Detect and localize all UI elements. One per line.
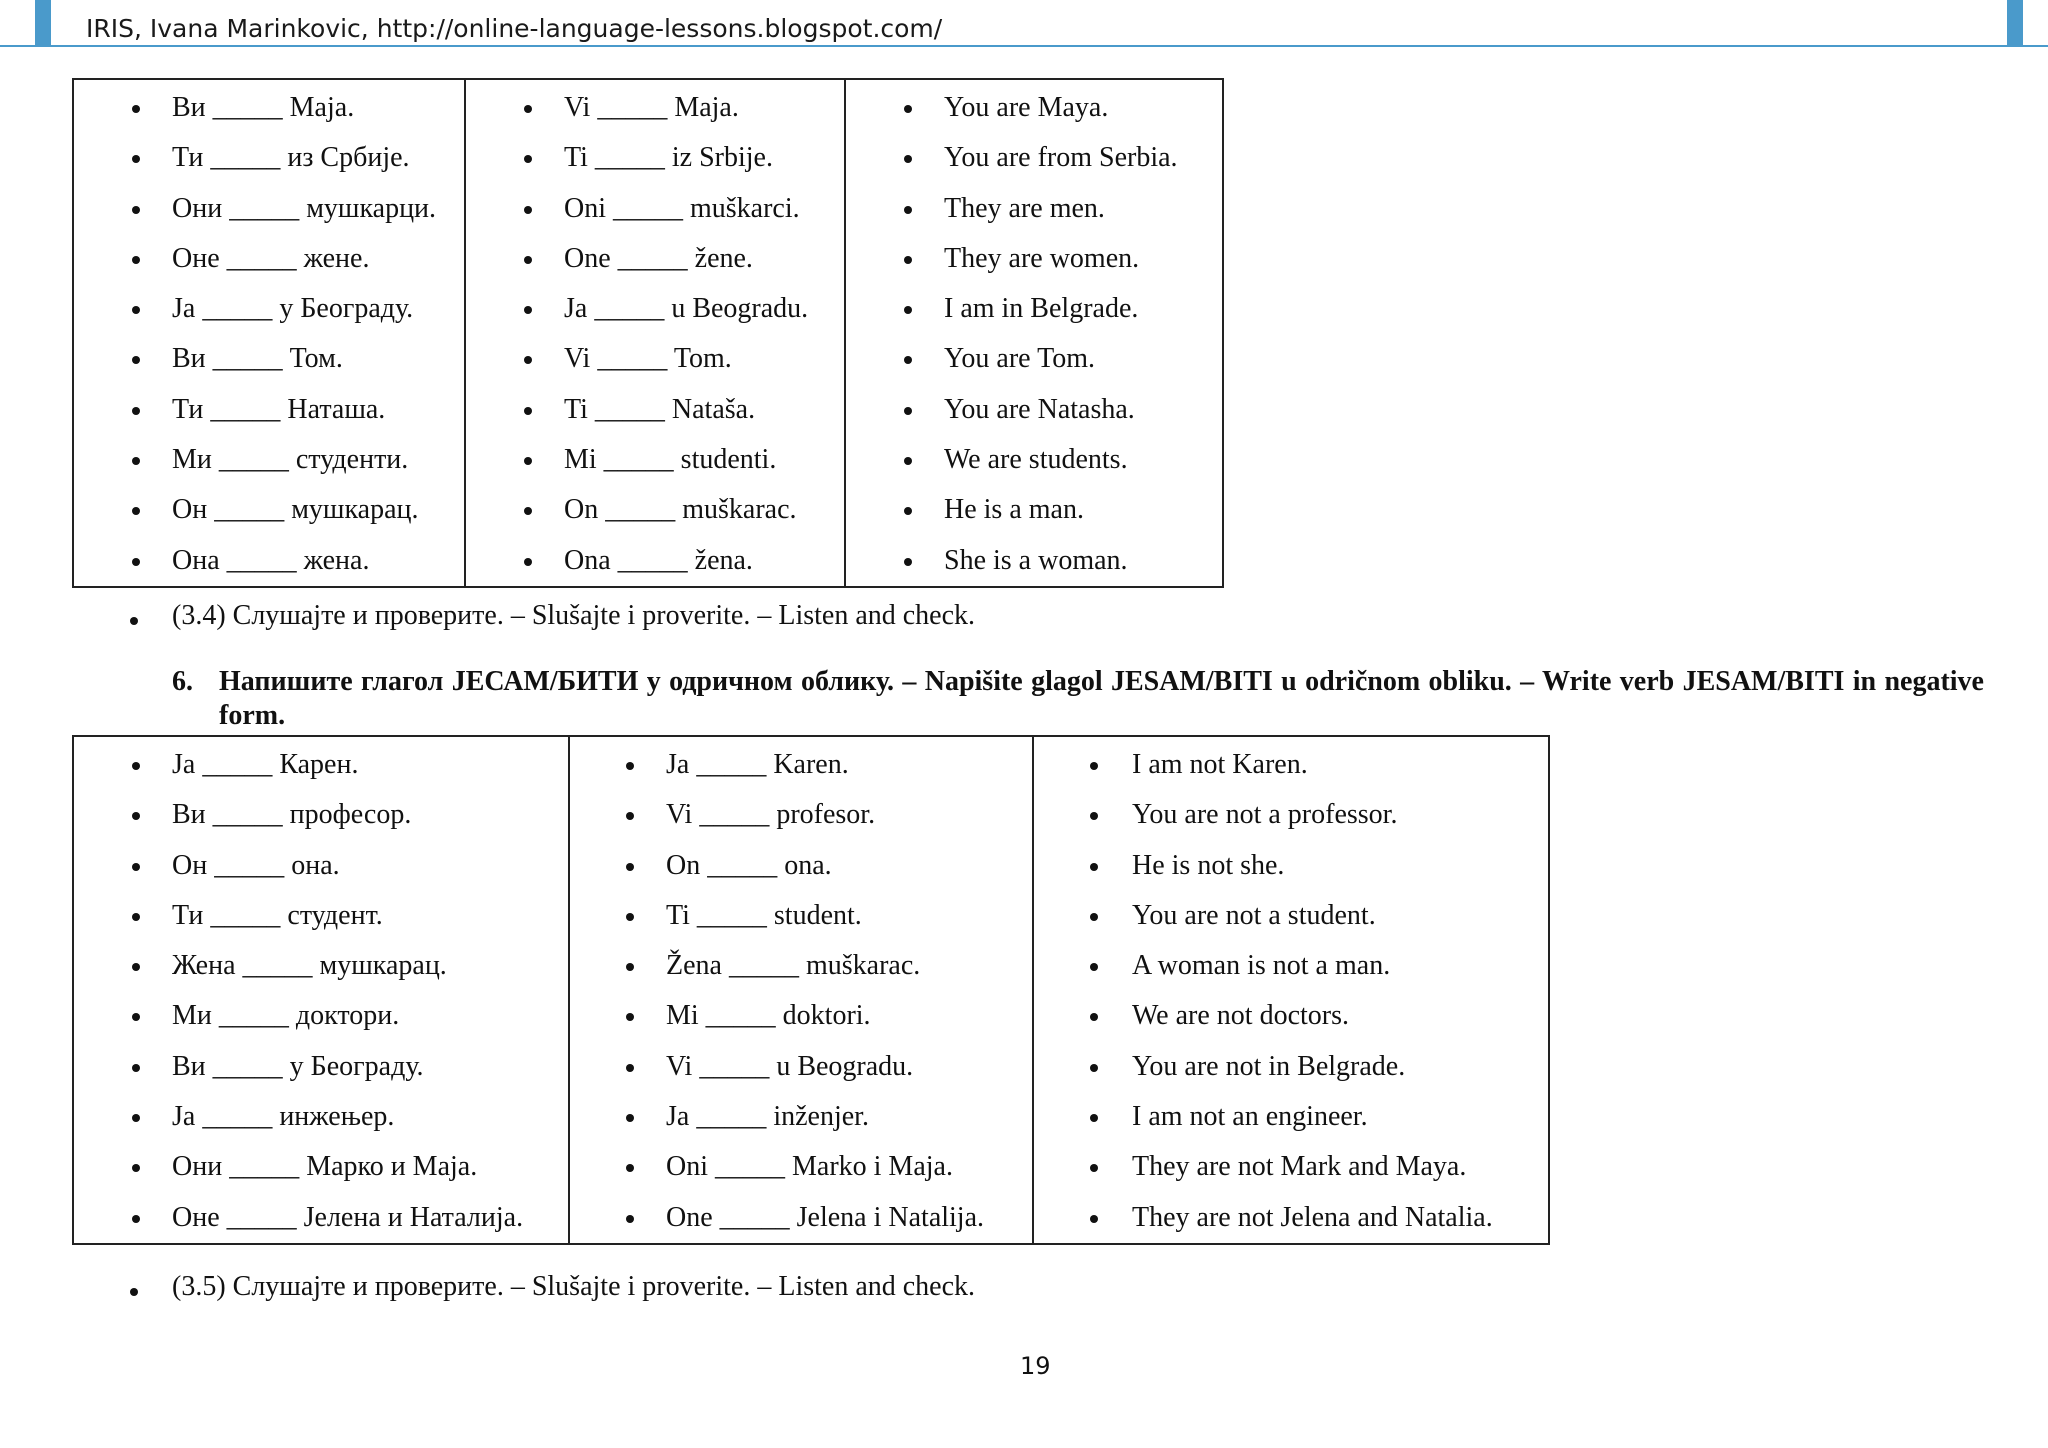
sentence-text: One _____ Jelena i Natalija.: [666, 1201, 985, 1233]
list-item: [1034, 941, 1548, 991]
bullet: [626, 1215, 634, 1223]
list-item: [570, 1142, 1032, 1192]
sentence-text: Ви _____ Том.: [172, 343, 343, 375]
list-item: [846, 133, 1222, 183]
bullet: [1090, 1114, 1098, 1122]
bullet: [1090, 1013, 1098, 1021]
list-item: [1034, 1042, 1548, 1092]
list-item: [846, 435, 1222, 485]
bullet: [904, 356, 912, 364]
bullet: [524, 356, 532, 364]
bullet: [1090, 1164, 1098, 1172]
sentence-text: A woman is not a man.: [1132, 950, 1391, 982]
exercise6-table: [72, 735, 1550, 1245]
sentence-text: We are not doctors.: [1132, 1000, 1349, 1032]
bullet: [132, 558, 140, 566]
sentence-text: Они _____ мушкарци.: [172, 192, 437, 224]
sentence-text: They are not Mark and Maya.: [1132, 1151, 1467, 1183]
bullet: [132, 407, 140, 415]
sentence-text: I am not an engineer.: [1132, 1101, 1368, 1133]
latin-column: [465, 79, 845, 587]
sentence-text: You are Maya.: [944, 92, 1109, 123]
list-item: [1034, 841, 1548, 891]
bullet: [1090, 1064, 1098, 1072]
bullet: [1090, 963, 1098, 971]
bullet: [132, 1215, 140, 1223]
sentence-text: Ви _____ у Београду.: [172, 1050, 424, 1082]
list-item: [1034, 991, 1548, 1041]
bullet: [626, 913, 634, 921]
list-item: [570, 991, 1032, 1041]
sentence-text: Она _____ жена.: [172, 544, 370, 576]
english-column: [1033, 736, 1549, 1244]
sentence-text: You are Natasha.: [944, 393, 1135, 425]
bullet: [626, 1114, 634, 1122]
bullet: [904, 306, 912, 314]
sentence-text: He is not she.: [1132, 849, 1285, 881]
exercise-number: 6.: [172, 666, 193, 697]
sentence-text: Жена _____ мушкарац.: [172, 950, 447, 982]
list-item: [74, 234, 464, 284]
sentence-text: We are students.: [944, 444, 1128, 476]
bullet: [132, 155, 140, 163]
list-item: [1034, 1193, 1548, 1243]
list-item: [74, 1193, 568, 1243]
list-item: [466, 284, 844, 334]
list-item: [74, 485, 464, 535]
list-item: [466, 234, 844, 284]
list-item: [466, 184, 844, 234]
sentence-text: Vi _____ Tom.: [564, 343, 732, 375]
sentence-text: Ti _____ iz Srbije.: [564, 142, 773, 174]
sentence-text: Они _____ Марко и Маја.: [172, 1151, 478, 1183]
bullet: [1090, 1215, 1098, 1223]
header-accent-right: [2007, 0, 2023, 46]
list-item: [74, 184, 464, 234]
list-item: [74, 941, 568, 991]
list-item: [74, 740, 568, 790]
bullet: [524, 558, 532, 566]
list-item: [74, 536, 464, 586]
bullet: [130, 1288, 138, 1296]
list-item: [74, 891, 568, 941]
bullet: [904, 407, 912, 415]
bullet: [626, 1013, 634, 1021]
bullet: [132, 356, 140, 364]
list-item: [1034, 891, 1548, 941]
sentence-text: Ја _____ Карен.: [172, 749, 359, 780]
list-item: [570, 740, 1032, 790]
bullet: [132, 457, 140, 465]
header-accent-left: [35, 0, 51, 46]
bullet: [904, 155, 912, 163]
sentence-text: Ти _____ из Србије.: [172, 142, 410, 174]
sentence-text: Ja _____ u Beogradu.: [564, 293, 809, 325]
latin-column: [569, 736, 1033, 1244]
sentence-text: Ti _____ student.: [666, 899, 862, 931]
sentence-text: They are not Jelena and Natalia.: [1132, 1201, 1493, 1233]
sentence-text: Ми _____ студенти.: [172, 444, 409, 476]
list-item: [570, 1042, 1032, 1092]
list-item: [74, 284, 464, 334]
sentence-text: They are women.: [944, 242, 1140, 274]
list-item: [466, 133, 844, 183]
bullet: [1090, 762, 1098, 770]
list-item: [846, 334, 1222, 384]
sentence-text: You are from Serbia.: [944, 142, 1178, 174]
sentence-text: Ти _____ студент.: [172, 899, 383, 931]
cyrillic-column: [73, 79, 465, 587]
list-item: [74, 133, 464, 183]
bullet: [626, 1064, 634, 1072]
bullet: [904, 256, 912, 264]
sentence-text: Žena _____ muškarac.: [666, 950, 921, 982]
bullet: [524, 306, 532, 314]
sentence-text: Ти _____ Наташа.: [172, 393, 386, 425]
list-item: [1034, 740, 1548, 790]
header-text: IRIS, Ivana Marinkovic, http://online-language-lessons.blogspot.com/: [86, 14, 943, 43]
bullet: [626, 863, 634, 871]
sentence-text: Mi _____ studenti.: [564, 444, 777, 476]
bullet: [1090, 812, 1098, 820]
sentence-text: You are not a professor.: [1132, 799, 1398, 831]
list-item: [74, 841, 568, 891]
list-item: [1034, 1092, 1548, 1142]
bullet: [524, 407, 532, 415]
bullet: [626, 762, 634, 770]
sentence-text: Oni _____ Marko i Maja.: [666, 1151, 953, 1183]
list-item: [74, 83, 464, 133]
list-item: [570, 941, 1032, 991]
list-item: [74, 334, 464, 384]
sentence-text: Vi _____ Maja.: [564, 92, 739, 123]
bullet: [904, 206, 912, 214]
sentence-text: Mi _____ doktori.: [666, 1000, 871, 1032]
list-item: [846, 284, 1222, 334]
bullet: [132, 1013, 140, 1021]
sentence-text: On _____ ona.: [666, 849, 832, 881]
list-item: [74, 790, 568, 840]
bullet: [132, 762, 140, 770]
bullet: [132, 507, 140, 515]
page-number: 19: [1020, 1352, 1051, 1380]
sentence-text: Oni _____ muškarci.: [564, 192, 800, 224]
list-item: [846, 83, 1222, 133]
bullet: [524, 105, 532, 113]
list-item: [74, 991, 568, 1041]
sentence-text: Ми _____ доктори.: [172, 1000, 400, 1032]
bullet: [132, 863, 140, 871]
bullet: [132, 1114, 140, 1122]
bullet: [1090, 863, 1098, 871]
sentence-text: Ја _____ у Београду.: [172, 293, 414, 325]
list-item: [846, 536, 1222, 586]
list-item: [570, 1193, 1032, 1243]
sentence-text: He is a man.: [944, 494, 1084, 526]
list-item: [466, 385, 844, 435]
sentence-text: Vi _____ u Beogradu.: [666, 1050, 914, 1082]
bullet: [524, 256, 532, 264]
list-item: [846, 385, 1222, 435]
bullet: [132, 1064, 140, 1072]
bullet: [132, 963, 140, 971]
exercise-instruction: Напишите глагол ЈЕСАМ/БИТИ у одричном облику. – Napišite glagol JESAM/BITI u odričnom obliku. – Write verb JESAM/BITI in negative form.: [219, 666, 1984, 731]
sentence-text: Ti _____ Nataša.: [564, 393, 756, 425]
sentence-text: Ја _____ инжењер.: [172, 1101, 395, 1133]
bullet: [904, 457, 912, 465]
bullet: [132, 256, 140, 264]
list-item: [846, 184, 1222, 234]
bullet: [626, 812, 634, 820]
exercise5-table: [72, 78, 1224, 588]
bullet: [904, 105, 912, 113]
bullet: [130, 617, 138, 625]
list-item: [466, 536, 844, 586]
sentence-text: You are Tom.: [944, 343, 1096, 375]
sentence-text: Vi _____ profesor.: [666, 799, 876, 831]
sentence-text: They are men.: [944, 192, 1105, 224]
list-item: [570, 1092, 1032, 1142]
list-item: [74, 1042, 568, 1092]
cyrillic-column: [73, 736, 569, 1244]
list-item: [74, 385, 464, 435]
bullet: [132, 105, 140, 113]
list-item: [466, 334, 844, 384]
bullet: [524, 457, 532, 465]
sentence-text: Оне _____ жене.: [172, 242, 370, 274]
list-item: [846, 234, 1222, 284]
list-item: [466, 435, 844, 485]
sentence-text: Ja _____ inženjer.: [666, 1101, 869, 1133]
bullet: [132, 913, 140, 921]
header-rule: [0, 45, 2048, 47]
list-item: [466, 83, 844, 133]
sentence-text: Ja _____ Karen.: [666, 749, 849, 780]
sentence-text: Он _____ она.: [172, 849, 340, 881]
bullet: [1090, 913, 1098, 921]
bullet: [524, 155, 532, 163]
list-item: [1034, 790, 1548, 840]
list-item: [74, 1142, 568, 1192]
list-item: [846, 485, 1222, 535]
sentence-text: You are not a student.: [1132, 899, 1376, 931]
bullet: [904, 558, 912, 566]
sentence-text: Ona _____ žena.: [564, 544, 753, 576]
bullet: [524, 206, 532, 214]
bullet: [626, 1164, 634, 1172]
list-item: [466, 485, 844, 535]
sentence-text: I am in Belgrade.: [944, 293, 1139, 325]
sentence-text: You are not in Belgrade.: [1132, 1050, 1406, 1082]
bullet: [626, 963, 634, 971]
sentence-text: I am not Karen.: [1132, 749, 1308, 780]
list-item: [570, 790, 1032, 840]
bullet: [904, 507, 912, 515]
list-item: [74, 1092, 568, 1142]
bullet: [132, 1164, 140, 1172]
list-item: [74, 435, 464, 485]
sentence-text: Ви _____ професор.: [172, 799, 412, 831]
list-item: [1034, 1142, 1548, 1192]
sentence-text: Он _____ мушкарац.: [172, 494, 419, 526]
sentence-text: On _____ muškarac.: [564, 494, 797, 526]
bullet: [132, 306, 140, 314]
bullet: [524, 507, 532, 515]
sentence-text: One _____ žene.: [564, 242, 753, 274]
sentence-text: Оне _____ Јелена и Наталија.: [172, 1201, 524, 1233]
bullet: [132, 812, 140, 820]
english-column: [845, 79, 1223, 587]
list-item: [570, 891, 1032, 941]
bullet: [132, 206, 140, 214]
sentence-text: She is a woman.: [944, 544, 1128, 576]
sentence-text: Ви _____ Маја.: [172, 92, 355, 123]
list-item: [570, 841, 1032, 891]
